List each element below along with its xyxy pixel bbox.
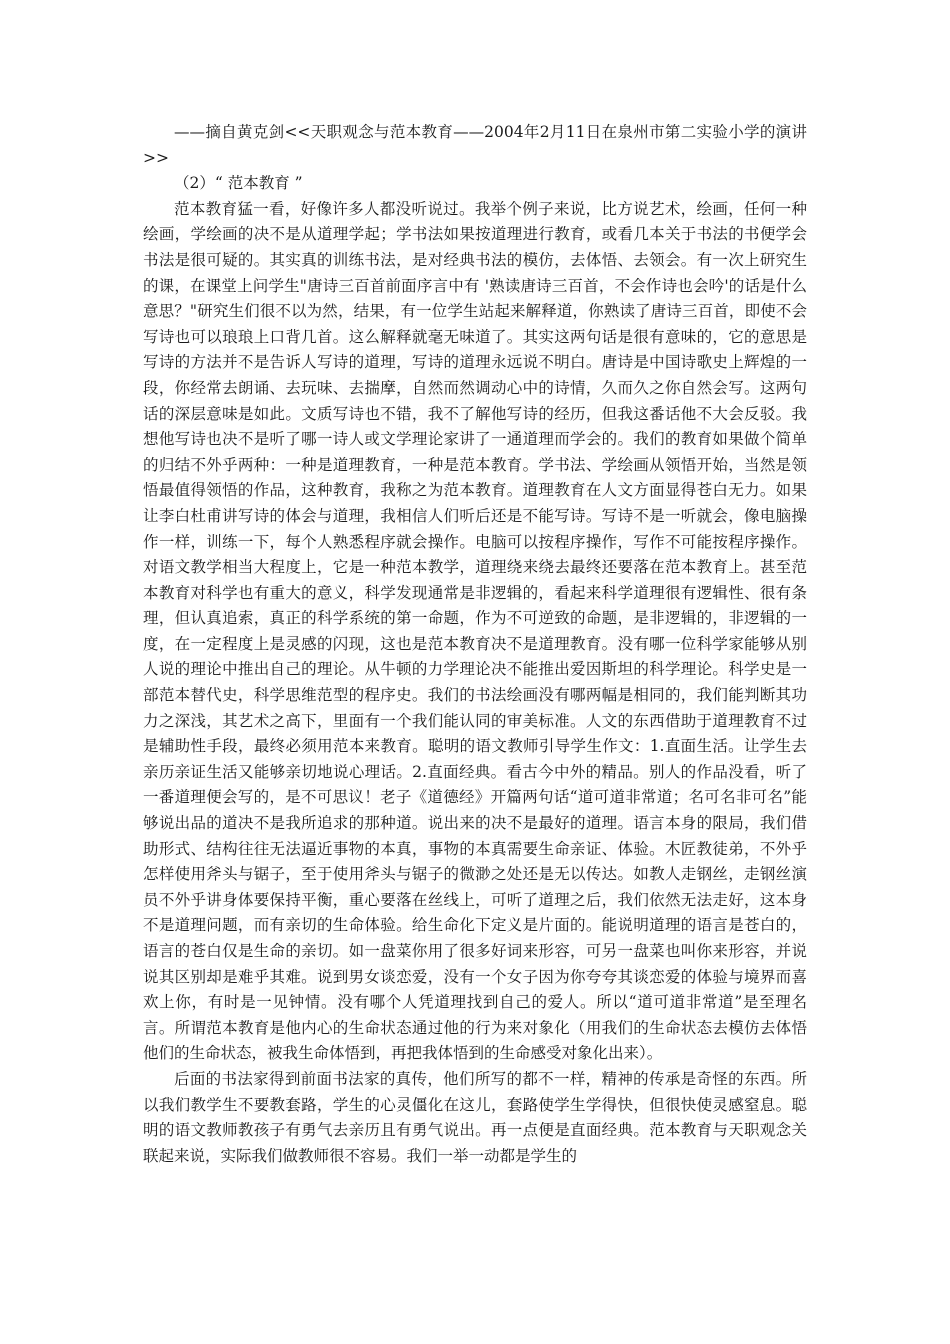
- source-citation: ——摘自黄克剑<<天职观念与范本教育——2004年2月11日在泉州市第二实验小学的演讲>>: [143, 123, 807, 167]
- section-heading: （2）“ 范本教育 ”: [174, 174, 303, 193]
- body-paragraph-2: 后面的书法家得到前面书法家的真传，他们所写的都不一样，精神的传承是奇怪的东西。所以我们教学生不要教套路，学生的心灵僵化在这儿，套路使学生学得快，但很快使灵感窒息。聪明的语文教师教孩子有勇气去亲历且有勇气说出。再一点便是直面经典。范本教育与天职观念关联起来说，实际我们做教师很不容易。我们一举一动都是学生的: [143, 1069, 807, 1165]
- body-paragraph-1: 范本教育猛一看，好像许多人都没听说过。我举个例子来说，比方说艺术，绘画，任何一种绘画，学绘画的决不是从道理学起；学书法如果按道理进行教育，或看几本关于书法的书便学会书法是很可疑的。其实真的训练书法，是对经典书法的模仿，去体悟、去领会。有一次上研究生的课，在课堂上问学生"唐诗三百首前面序言中有 '熟读唐诗三百首，不会作诗也会吟'的话是什么意思？"研究生们很不以为然，结果，有一位学生站起来解释道，你熟读了唐诗三百首，即使不会写诗也可以琅琅上口背几首。这么解释就毫无味道了。其实这两句话是很有意味的，它的意思是写诗的方法并不是告诉人写诗的道理，写诗的道理永远说不明白。唐诗是中国诗歌史上辉煌的一段，你经常去朗诵、去玩味、去揣摩，自然而然调动心中的诗情，久而久之你自然会写。这两句话的深层意味是如此。文质写诗也不错，我不了解他写诗的经历，但我这番话他不大会反驳。我想他写诗也决不是听了哪一诗人或文学理论家讲了一通道理而学会的。我们的教育如果做个简单的归结不外乎两种：一种是道理教育，一种是范本教育。学书法、学绘画从领悟开始，当然是领悟最值得领悟的作品，这种教育，我称之为范本教育。道理教育在人文方面显得苍白无力。如果让李白杜甫讲写诗的体会与道理，我相信人们听后还是不能写诗。写诗不是一听就会，像电脑操作一样，训练一下，每个人熟悉程序就会操作。电脑可以按程序操作，写作不可能按程序操作。对语文教学相当大程度上，它是一种范本教学，道理绕来绕去最终还要落在范本教育上。甚至范本教育对科学也有重大的意义，科学发现通常是非逻辑的，看起来科学道理很有逻辑性、很有条理，但认真追索，真正的科学系统的第一命题，作为不可逆致的命题，是非逻辑的，非逻辑的一度，在一定程度上是灵感的闪现，这也是范本教育决不是道理教育。没有哪一位科学家能够从别人说的理论中推出自己的理论。从牛顿的力学理论决不能推出爱因斯坦的科学理论。科学史是一部范本替代史，科学思维范型的程序史。我们的书法绘画没有哪两幅是相同的，我们能判断其功力之深浅，其艺术之高下，里面有一个我们能认同的审美标准。人文的东西借助于道理教育不过是辅助性手段，最终必须用范本来教育。聪明的语文教师引导学生作文：1.直面生活。让学生去亲历亲证生活又能够亲切地说心理话。2.直面经典。看古今中外的精品。别人的作品没看，听了一番道理便会写的，是不可思议！老子《道德经》开篇两句话“道可道非常道；名可名非可名”能够说出品的道决不是我所追求的那种道。说出来的决不是最好的道理。语言本身的限局，我们借助形式、结构往往无法逼近事物的本真，事物的本真需要生命亲证、体验。木匠教徒弟，不外乎怎样使用斧头与锯子，至于使用斧头与锯子的微渺之处还是无以传达。如教人走钢丝，走钢丝演员不外乎讲身体要保持平衡，重心要落在丝线上，可听了道理之后，我们依然无法走好，这本身不是道理问题，而有亲切的生命体验。给生命化下定义是片面的。能说明道理的语言是苍白的，语言的苍白仅是生命的亲切。如一盘菜你用了很多好词来形容，可另一盘菜也叫你来形容，并说说其区别却是难乎其难。说到男女谈恋爱，没有一个女子因为你夸夸其谈恋爱的体验与境界而喜欢上你，有时是一见钟情。没有哪个人凭道理找到自己的爱人。所以“道可道非常道”是至理名言。所谓范本教育是他内心的生命状态通过他的行为来对象化（用我们的生命状态去模仿去体悟他们的生命状态，被我生命体悟到，再把我体悟到的生命感受对象化出来）。: [143, 199, 807, 1063]
- document-body: [143, 120, 807, 1169]
